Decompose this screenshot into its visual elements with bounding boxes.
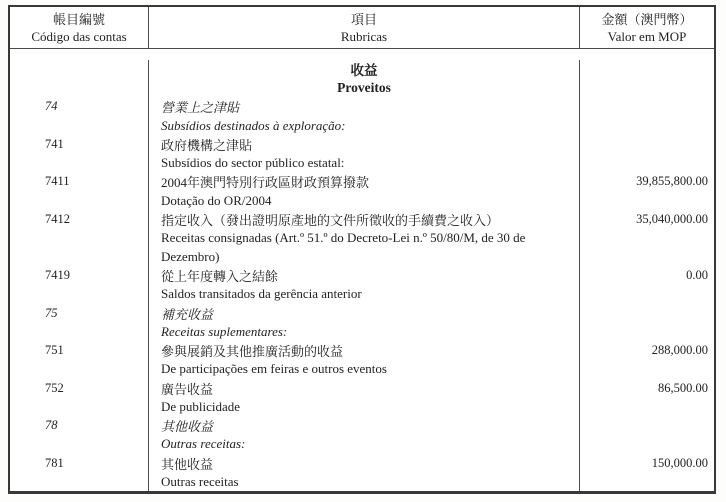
header-items bbox=[149, 7, 580, 48]
table-body bbox=[10, 49, 714, 491]
item-cell bbox=[149, 210, 580, 229]
amount-value: 39,855,800.00 bbox=[636, 174, 708, 189]
table-header-row bbox=[10, 7, 714, 49]
amount-cell bbox=[580, 323, 714, 342]
item-text: 2004年澳門特別行政區財政預算撥款 bbox=[161, 175, 370, 191]
code-cell bbox=[10, 379, 149, 398]
code-cell bbox=[10, 98, 149, 117]
amount-cell bbox=[580, 454, 714, 473]
amount-cell bbox=[580, 248, 714, 267]
item-cell bbox=[149, 116, 580, 135]
code-cell bbox=[10, 229, 149, 248]
item-cell bbox=[149, 360, 580, 379]
item-text: 從上年度轉入之結餘 bbox=[161, 269, 279, 285]
account-code: 78 bbox=[45, 418, 58, 433]
code-cell bbox=[10, 360, 149, 379]
header-amount-zh: 金額（澳門幣） bbox=[601, 11, 693, 27]
item-text: 其他收益 bbox=[161, 419, 214, 435]
table-row bbox=[10, 416, 714, 435]
code-cell bbox=[10, 135, 149, 154]
table-row bbox=[10, 454, 714, 473]
item-cell bbox=[149, 135, 580, 154]
item-text: 政府機構之津貼 bbox=[161, 137, 253, 153]
amount-cell bbox=[580, 229, 714, 248]
account-code: 751 bbox=[45, 343, 64, 358]
amount-value: 0.00 bbox=[686, 268, 708, 283]
table-row bbox=[10, 285, 714, 304]
account-code: 7411 bbox=[45, 174, 70, 189]
table-row bbox=[10, 304, 714, 323]
item-cell bbox=[149, 266, 580, 285]
amount-cell bbox=[580, 304, 714, 323]
amount-cell bbox=[580, 98, 714, 117]
table-row bbox=[10, 473, 714, 492]
header-account-code-pt: Código das contas bbox=[31, 28, 127, 44]
table-row bbox=[10, 435, 714, 454]
item-text: Receitas suplementares: bbox=[161, 323, 288, 339]
amount-cell bbox=[580, 173, 714, 192]
item-cell bbox=[149, 454, 580, 473]
item-text: Dezembro) bbox=[161, 248, 220, 264]
code-cell bbox=[10, 435, 149, 454]
table-row bbox=[10, 266, 714, 285]
item-cell bbox=[149, 398, 580, 417]
item-cell bbox=[149, 229, 580, 248]
code-cell bbox=[10, 173, 149, 192]
table-row bbox=[10, 379, 714, 398]
item-cell bbox=[149, 98, 580, 117]
section-header-row bbox=[10, 79, 714, 98]
amount-cell bbox=[580, 210, 714, 229]
section-title-zh: 收益 bbox=[350, 63, 378, 79]
item-text: Dotação do OR/2004 bbox=[161, 192, 272, 208]
table-row bbox=[10, 210, 714, 229]
code-cell bbox=[10, 323, 149, 342]
amount-cell bbox=[580, 116, 714, 135]
amount-cell bbox=[580, 135, 714, 154]
amount-cell bbox=[580, 379, 714, 398]
table-row bbox=[10, 248, 714, 267]
item-cell bbox=[149, 191, 580, 210]
code-cell bbox=[10, 341, 149, 360]
header-amount-pt: Valor em MOP bbox=[607, 28, 687, 44]
accounts-table bbox=[8, 5, 716, 494]
item-cell bbox=[149, 416, 580, 435]
item-cell bbox=[149, 435, 580, 454]
item-cell bbox=[149, 304, 580, 323]
table-row bbox=[10, 398, 714, 417]
account-code: 75 bbox=[45, 305, 58, 320]
item-text: 參與展銷及其他推廣活動的收益 bbox=[161, 344, 344, 360]
item-text: De participações em feiras e outros eventos bbox=[161, 361, 387, 377]
item-text: 補充收益 bbox=[161, 306, 214, 322]
item-cell bbox=[149, 248, 580, 267]
table-row bbox=[10, 98, 714, 117]
item-text: Saldos transitados da gerência anterior bbox=[161, 286, 362, 302]
table-row bbox=[10, 229, 714, 248]
code-cell bbox=[10, 116, 149, 135]
item-cell bbox=[149, 285, 580, 304]
item-cell bbox=[149, 154, 580, 173]
table-row bbox=[10, 341, 714, 360]
account-code: 7419 bbox=[45, 268, 70, 283]
amount-cell bbox=[580, 60, 714, 79]
amount-value: 35,040,000.00 bbox=[636, 211, 708, 226]
table-row bbox=[10, 154, 714, 173]
table-row bbox=[10, 323, 714, 342]
amount-cell bbox=[580, 191, 714, 210]
item-text: Outras receitas: bbox=[161, 436, 246, 452]
amount-cell bbox=[580, 398, 714, 417]
code-cell bbox=[10, 416, 149, 435]
amount-cell bbox=[580, 416, 714, 435]
item-text: De publicidade bbox=[161, 398, 241, 414]
item-text: Subsídios do sector público estatal: bbox=[161, 155, 345, 171]
amount-value: 288,000.00 bbox=[651, 343, 708, 358]
amount-cell bbox=[580, 360, 714, 379]
account-code: 781 bbox=[45, 455, 64, 470]
code-cell bbox=[10, 304, 149, 323]
item-cell bbox=[149, 473, 580, 492]
code-cell bbox=[10, 210, 149, 229]
code-cell bbox=[10, 191, 149, 210]
code-cell bbox=[10, 79, 149, 98]
table-row bbox=[10, 173, 714, 192]
code-cell bbox=[10, 454, 149, 473]
section-title-pt: Proveitos bbox=[149, 79, 580, 98]
header-account-code bbox=[10, 7, 149, 48]
code-cell bbox=[10, 154, 149, 173]
header-amount bbox=[580, 7, 714, 48]
header-items-pt: Rubricas bbox=[340, 28, 388, 44]
amount-cell bbox=[580, 285, 714, 304]
amount-cell bbox=[580, 266, 714, 285]
code-cell bbox=[10, 60, 149, 79]
item-text: 營業上之津貼 bbox=[161, 100, 240, 116]
table-row bbox=[10, 360, 714, 379]
code-cell bbox=[10, 398, 149, 417]
item-text: 其他收益 bbox=[161, 456, 214, 472]
account-code: 741 bbox=[45, 136, 64, 151]
code-cell bbox=[10, 285, 149, 304]
code-cell bbox=[10, 266, 149, 285]
amount-cell bbox=[580, 79, 714, 98]
table-row bbox=[10, 191, 714, 210]
amount-cell bbox=[580, 154, 714, 173]
account-code: 74 bbox=[45, 99, 58, 114]
item-text: Receitas consignadas (Art.º 51.º do Decreto-Lei n.º 50/80/M, de 30 de bbox=[161, 230, 526, 246]
header-account-code-zh: 帳目編號 bbox=[52, 11, 105, 27]
account-code: 7412 bbox=[45, 211, 70, 226]
table-row bbox=[10, 116, 714, 135]
item-text: Outras receitas bbox=[161, 473, 239, 489]
account-code: 752 bbox=[45, 380, 64, 395]
item-text: Subsídios destinados à exploração: bbox=[161, 117, 346, 133]
amount-value: 150,000.00 bbox=[651, 455, 708, 470]
table-row bbox=[10, 135, 714, 154]
amount-cell bbox=[580, 435, 714, 454]
item-text: 廣告收益 bbox=[161, 381, 214, 397]
section-header-row bbox=[10, 60, 714, 79]
amount-cell bbox=[580, 341, 714, 360]
amount-value: 86,500.00 bbox=[658, 380, 708, 395]
item-cell bbox=[149, 379, 580, 398]
amount-cell bbox=[580, 473, 714, 492]
code-cell bbox=[10, 248, 149, 267]
item-cell bbox=[149, 60, 580, 79]
item-text: 指定收入（發出證明原產地的文件所徵收的手續費之收入） bbox=[161, 212, 500, 228]
item-cell bbox=[149, 173, 580, 192]
code-cell bbox=[10, 473, 149, 492]
header-items-zh: 項目 bbox=[350, 11, 377, 27]
item-cell bbox=[149, 341, 580, 360]
item-cell bbox=[149, 323, 580, 342]
